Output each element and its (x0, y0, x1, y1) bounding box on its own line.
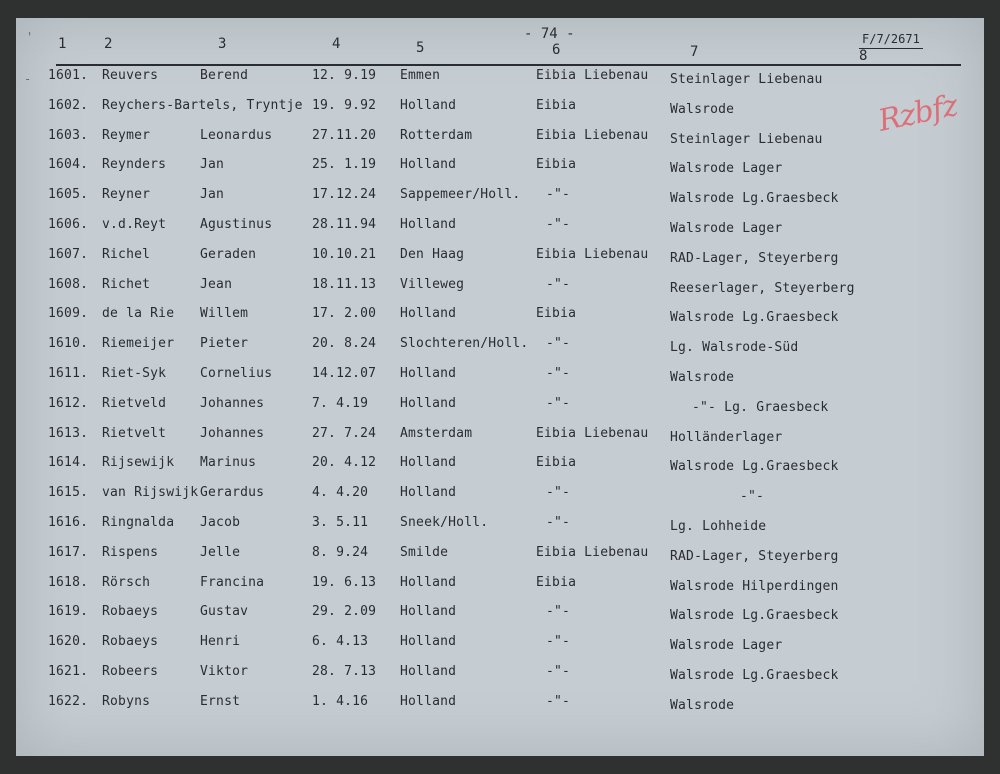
cell-birth-place: Den Haag (400, 246, 465, 262)
cell-birth-date: 20. 4.12 (312, 455, 377, 471)
cell-birth-place: Holland (400, 604, 457, 620)
cell-birth-place: Holland (400, 217, 457, 232)
cell-camp: Walsrode (670, 370, 735, 385)
cell-camp: RAD-Lager, Steyerberg (670, 548, 839, 564)
cell-employer: Eibia (536, 306, 577, 322)
cell-camp: Walsrode Lg.Graesbeck (670, 608, 839, 624)
cell-surname: Reynders (102, 157, 167, 173)
cell-camp: Holländerlager (670, 429, 783, 445)
cell-employer: Eibia Liebenau (536, 127, 649, 143)
cell-surname: Rijsewijk (102, 455, 175, 471)
cell-employer: Eibia Liebenau (536, 68, 649, 83)
cell-employer: Eibia Liebenau (536, 246, 649, 262)
cell-birth-place: Emmen (400, 68, 441, 83)
cell-employer: -"- (546, 485, 571, 501)
cell-birth-place: Sneek/Holl. (400, 515, 489, 530)
cell-surname: Robeers (102, 664, 159, 679)
cell-camp: -"- (740, 489, 765, 505)
cell-entry-number: 1609. (48, 306, 89, 322)
cell-birth-place: Holland (400, 366, 457, 381)
cell-surname: Rietvelt (102, 425, 167, 441)
cell-employer: -"- (546, 604, 571, 620)
cell-birth-date: 4. 4.20 (312, 485, 369, 501)
cell-employer: Eibia (536, 574, 577, 590)
cell-surname: Reyner (102, 187, 151, 203)
cell-birth-date: 14.12.07 (312, 366, 377, 381)
cell-camp: Reeserlager, Steyerberg (670, 280, 855, 296)
cell-employer: Eibia Liebenau (536, 544, 649, 560)
cell-birth-date: 29. 2.09 (312, 604, 377, 620)
cell-entry-number: 1606. (48, 217, 89, 232)
cell-surname: Rispens (102, 544, 159, 560)
cell-birth-date: 8. 9.24 (312, 544, 369, 560)
cell-camp: Walsrode Hilperdingen (670, 578, 839, 594)
cell-given-name: Gustav (200, 604, 249, 620)
cell-entry-number: 1611. (48, 366, 89, 381)
cell-birth-date: 19. 9.92 (312, 97, 377, 113)
cell-birth-place: Holland (400, 485, 457, 501)
cell-given-name: Ernst (200, 693, 241, 709)
cell-birth-place: Rotterdam (400, 127, 473, 143)
cell-given-name: Jan (200, 187, 225, 203)
page-number: - 74 - (524, 26, 575, 42)
cell-given-name: Cornelius (200, 366, 273, 381)
cell-birth-place: Holland (400, 455, 457, 471)
cell-employer: -"- (546, 515, 571, 530)
cell-camp: Lg. Walsrode-Süd (670, 340, 799, 356)
cell-entry-number: 1614. (48, 455, 89, 471)
cell-entry-number: 1622. (48, 693, 89, 709)
cell-surname: Riet-Syk (102, 366, 167, 381)
cell-camp: Walsrode Lg.Graesbeck (670, 191, 839, 207)
cell-surname: Rietveld (102, 395, 167, 411)
cell-camp: Walsrode (670, 101, 735, 117)
cell-given-name: Willem (200, 306, 249, 322)
cell-entry-number: 1620. (48, 634, 89, 650)
cell-birth-date: 28. 7.13 (312, 664, 377, 679)
cell-given-name: Gerardus (200, 485, 265, 501)
cell-entry-number: 1601. (48, 68, 89, 83)
cell-entry-number: 1618. (48, 574, 89, 590)
cell-entry-number: 1603. (48, 127, 89, 143)
cell-given-name: Jean (200, 276, 233, 292)
cell-birth-date: 27. 7.24 (312, 425, 377, 441)
cell-surname: Robyns (102, 693, 151, 709)
cell-birth-place: Slochteren/Holl. (400, 336, 529, 352)
cell-birth-date: 7. 4.19 (312, 395, 369, 411)
cell-birth-place: Holland (400, 664, 457, 679)
cell-entry-number: 1610. (48, 336, 89, 352)
cell-camp: -"- Lg. Graesbeck (692, 399, 829, 415)
cell-birth-date: 20. 8.24 (312, 336, 377, 352)
cell-surname: de la Rie (102, 306, 175, 322)
cell-entry-number: 1607. (48, 246, 89, 262)
cell-surname: Riemeijer (102, 336, 175, 352)
cell-entry-number: 1619. (48, 604, 89, 620)
cell-birth-date: 18.11.13 (312, 276, 377, 292)
margin-mark-row: - (24, 72, 32, 86)
cell-camp: Walsrode Lager (670, 161, 783, 177)
cell-camp: Walsrode Lager (670, 221, 783, 236)
cell-entry-number: 1602. (48, 97, 89, 113)
cell-birth-date: 28.11.94 (312, 217, 377, 232)
cell-employer: -"- (546, 217, 571, 232)
cell-entry-number: 1613. (48, 425, 89, 441)
cell-given-name: Henri (200, 634, 241, 650)
file-reference-underline (859, 48, 923, 49)
header-rule (56, 64, 961, 66)
cell-surname: Reymer (102, 127, 151, 143)
cell-surname: Reuvers (102, 68, 159, 83)
cell-birth-date: 17.12.24 (312, 187, 377, 203)
cell-birth-place: Holland (400, 634, 457, 650)
column-header-3: 3 (218, 36, 227, 52)
cell-entry-number: 1605. (48, 187, 89, 203)
cell-employer: -"- (546, 664, 571, 679)
cell-employer: -"- (546, 276, 571, 292)
file-reference: F/7/2671 (862, 32, 920, 46)
cell-birth-place: Villeweg (400, 276, 465, 292)
cell-surname: Richel (102, 246, 151, 262)
cell-entry-number: 1612. (48, 395, 89, 411)
cell-given-name: Leonardus (200, 127, 273, 143)
cell-employer: -"- (546, 693, 571, 709)
cell-birth-place: Amsterdam (400, 425, 473, 441)
cell-camp: RAD-Lager, Steyerberg (670, 250, 839, 266)
cell-given-name: Viktor (200, 664, 249, 679)
archive-stamp: Rzbfz (875, 88, 961, 139)
cell-given-name: Berend (200, 68, 249, 83)
cell-camp: Walsrode Lager (670, 638, 783, 654)
cell-entry-number: 1615. (48, 485, 89, 501)
column-header-7: 7 (690, 44, 699, 60)
cell-birth-date: 3. 5.11 (312, 515, 369, 530)
cell-birth-date: 6. 4.13 (312, 634, 369, 650)
cell-given-name: Jacob (200, 515, 241, 530)
cell-surname: Robaeys (102, 604, 159, 620)
cell-entry-number: 1621. (48, 664, 89, 679)
cell-birth-date: 19. 6.13 (312, 574, 377, 590)
cell-employer: -"- (546, 634, 571, 650)
cell-birth-place: Holland (400, 306, 457, 322)
cell-given-name: Marinus (200, 455, 257, 471)
cell-employer: -"- (546, 187, 571, 203)
cell-camp: Steinlager Liebenau (670, 131, 823, 147)
column-header-4: 4 (332, 36, 341, 52)
cell-given-name: Johannes (200, 395, 265, 411)
cell-surname: Ringnalda (102, 515, 175, 530)
cell-given-name: Jan (200, 157, 225, 173)
cell-given-name: Jelle (200, 544, 241, 560)
cell-surname: Richet (102, 276, 151, 292)
cell-birth-date: 17. 2.00 (312, 306, 377, 322)
column-header-2: 2 (104, 36, 113, 52)
cell-given-name: Francina (200, 574, 265, 590)
column-header-1: 1 (58, 36, 67, 52)
cell-surname: Robaeys (102, 634, 159, 650)
cell-entry-number: 1608. (48, 276, 89, 292)
cell-camp: Walsrode Lg.Graesbeck (670, 459, 839, 475)
cell-entry-number: 1616. (48, 515, 89, 530)
cell-employer: Eibia (536, 97, 577, 113)
document-page (16, 18, 984, 756)
cell-birth-place: Holland (400, 395, 457, 411)
cell-camp: Lg. Lohheide (670, 519, 767, 534)
column-header-8: 8 (859, 48, 868, 64)
cell-employer: Eibia (536, 455, 577, 471)
cell-birth-place: Holland (400, 574, 457, 590)
cell-given-name: Johannes (200, 425, 265, 441)
cell-employer: -"- (546, 366, 571, 381)
column-header-6: 6 (552, 42, 561, 58)
cell-birth-place: Holland (400, 97, 457, 113)
cell-camp: Steinlager Liebenau (670, 72, 823, 87)
cell-entry-number: 1604. (48, 157, 89, 173)
cell-birth-date: 27.11.20 (312, 127, 377, 143)
cell-birth-date: 1. 4.16 (312, 693, 369, 709)
cell-given-name: Geraden (200, 246, 257, 262)
cell-surname: Reychers-Bartels, Tryntje (102, 97, 303, 113)
cell-birth-date: 10.10.21 (312, 246, 377, 262)
cell-entry-number: 1617. (48, 544, 89, 560)
cell-birth-place: Holland (400, 693, 457, 709)
cell-employer: Eibia (536, 157, 577, 173)
cell-employer: Eibia Liebenau (536, 425, 649, 441)
cell-surname: Rörsch (102, 574, 151, 590)
column-header-5: 5 (416, 40, 425, 56)
cell-camp: Walsrode (670, 697, 735, 713)
cell-given-name: Pieter (200, 336, 249, 352)
cell-employer: -"- (546, 336, 571, 352)
cell-surname: van Rijswijk (102, 485, 199, 501)
margin-mark-top: ' (26, 30, 34, 44)
cell-birth-place: Sappemeer/Holl. (400, 187, 521, 203)
cell-birth-place: Smilde (400, 544, 449, 560)
cell-employer: -"- (546, 395, 571, 411)
cell-camp: Walsrode Lg.Graesbeck (670, 310, 839, 326)
cell-birth-date: 12. 9.19 (312, 68, 377, 83)
cell-birth-date: 25. 1.19 (312, 157, 377, 173)
cell-birth-place: Holland (400, 157, 457, 173)
cell-surname: v.d.Reyt (102, 217, 167, 232)
cell-given-name: Agustinus (200, 217, 273, 232)
cell-camp: Walsrode Lg.Graesbeck (670, 668, 839, 683)
